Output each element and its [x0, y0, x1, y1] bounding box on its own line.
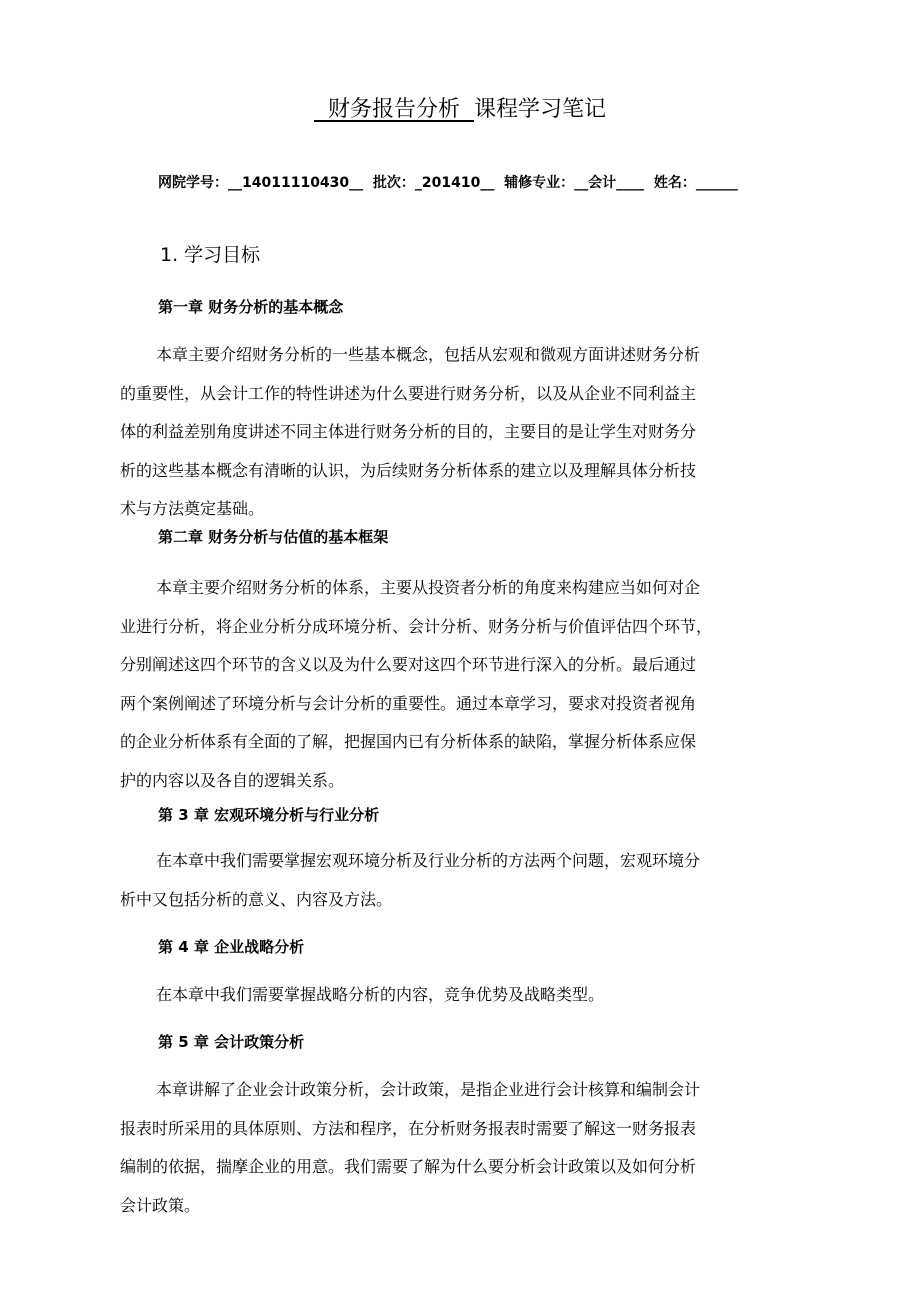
text-line: 会计政策。: [120, 1195, 201, 1215]
text-line: 体的利益差别角度讲述不同主体进行财务分析的目的，主要目的是让学生对财务分: [120, 422, 697, 441]
chapter-heading: 第 5 章 会计政策分析: [158, 1033, 305, 1051]
chapter-paragraph: [120, 1071, 800, 1225]
chapter-paragraph: [120, 842, 800, 919]
chapter-paragraph: [120, 569, 800, 800]
section-heading: 1. 学习目标: [160, 244, 261, 266]
text-line: 在本章中我们需要掌握宏观环境分析及行业分析的方法两个问题，宏观环境分: [156, 851, 701, 870]
text-line: 本章主要介绍财务分析的体系，主要从投资者分析的角度来构建应当如何对企: [156, 578, 701, 597]
text-line: 两个案例阐述了环境分析与会计分析的重要性。通过本章学习，要求对投资者视角: [120, 693, 697, 713]
text-line: 分别阐述这四个环节的含义以及为什么要对这四个环节进行深入的分析。最后通过: [120, 655, 697, 674]
document-title: [0, 92, 920, 123]
chapter-heading: 第二章 财务分析与估值的基本框架: [158, 528, 389, 546]
chapter-heading: 第 3 章 宏观环境分析与行业分析: [158, 806, 380, 824]
text-line: 本章讲解了企业会计政策分析，会计政策，是指企业进行会计核算和编制会计: [156, 1080, 701, 1099]
text-line: 编制的依据，揣摩企业的用意。我们需要了解为什么要分析会计政策以及如何分析: [120, 1157, 697, 1176]
chapter-paragraph: [120, 976, 800, 1015]
chapter-paragraph: [120, 336, 800, 529]
text-line: 的企业分析体系有全面的了解，把握国内已有分析体系的缺陷，掌握分析体系应保: [120, 732, 697, 751]
text-line: 在本章中我们需要掌握战略分析的内容，竞争优势及战略类型。: [156, 985, 605, 1004]
text-line: 析中又包括分析的意义、内容及方法。: [120, 889, 393, 909]
title-suffix: 课程学习笔记: [473, 97, 606, 122]
course-name: 财务报告分析: [314, 97, 474, 122]
text-line: 业进行分析，将企业分析分成环境分析、会计分析、财务分析与价值评估四个环节，: [120, 616, 713, 636]
student-info-line: 网院学号：__14011110430__ 批次：_201410__ 辅修专业：__会计____ 姓名：______: [158, 175, 738, 191]
text-line: 析的这些基本概念有清晰的认识，为后续财务分析体系的建立以及理解具体分析技: [120, 460, 697, 480]
text-line: 的重要性，从会计工作的特性讲述为什么要进行财务分析，以及从企业不同利益主: [120, 383, 697, 403]
text-line: 护的内容以及各自的逻辑关系。: [120, 770, 345, 790]
chapter-heading: 第一章 财务分析的基本概念: [158, 298, 344, 316]
chapter-heading: 第 4 章 企业战略分析: [158, 938, 305, 956]
text-line: 本章主要介绍财务分析的一些基本概念，包括从宏观和微观方面讲述财务分析: [156, 345, 701, 364]
text-line: 报表时所采用的具体原则、方法和程序，在分析财务报表时需要了解这一财务报表: [120, 1118, 697, 1138]
text-line: 术与方法奠定基础。: [120, 499, 265, 518]
